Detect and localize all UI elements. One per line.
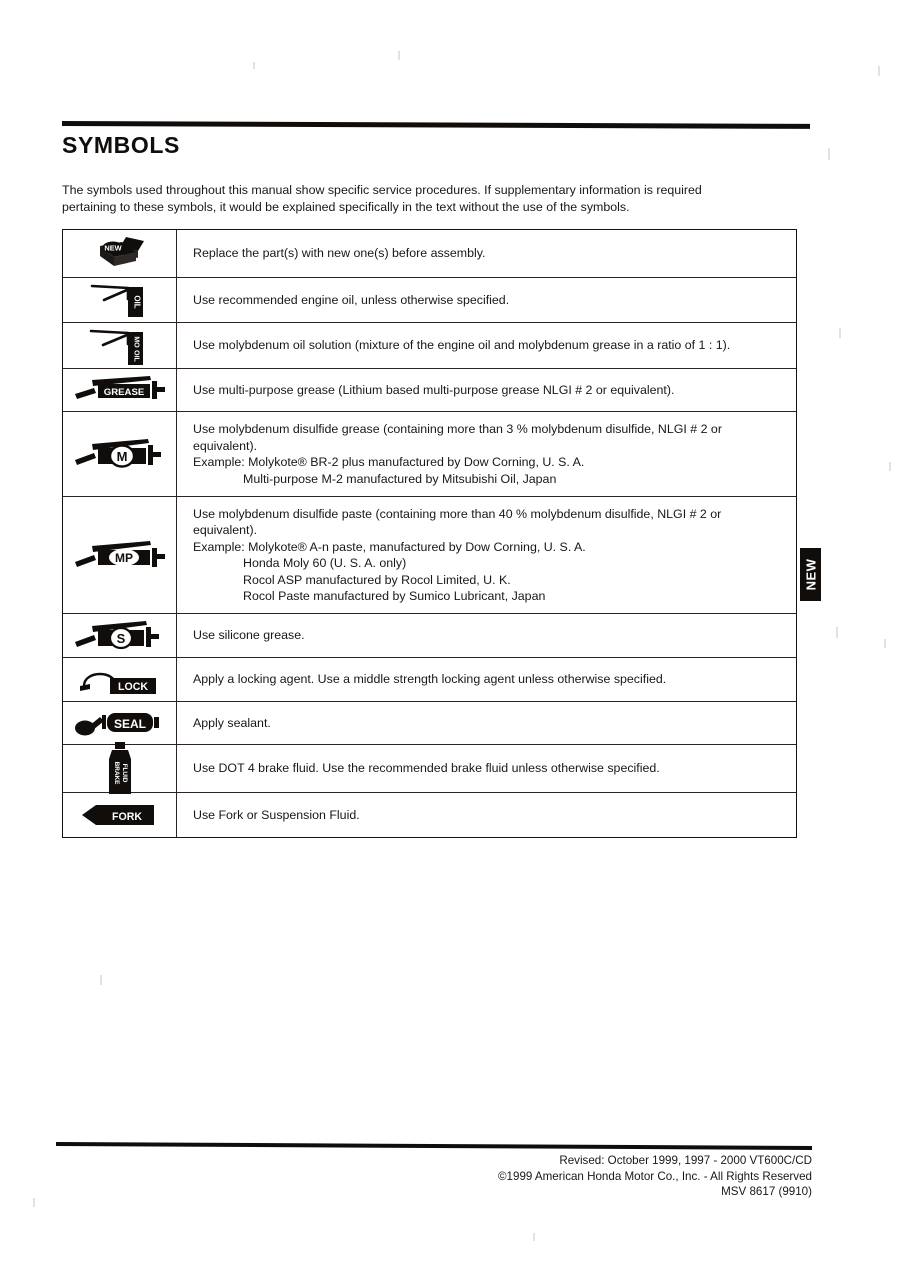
description-line: Example: Molykote® BR-2 plus manufactured by Dow Corning, U. S. A.	[193, 455, 585, 469]
silicone-grease-gun-icon	[72, 618, 168, 654]
fork-fluid-icon	[80, 802, 160, 828]
description-cell	[177, 369, 796, 411]
description-line: equivalent).	[193, 523, 258, 537]
grease-gun-icon	[72, 372, 168, 408]
description-cell	[177, 230, 796, 277]
moly-paste-gun-icon	[72, 537, 168, 573]
description-line: Rocol ASP manufactured by Rocol Limited, U. K.	[243, 572, 511, 587]
symbol-cell	[63, 230, 177, 277]
symbol-cell	[63, 412, 177, 496]
new-section-tab-label: NEW	[803, 558, 818, 591]
table-row	[63, 614, 796, 658]
scan-speck	[889, 462, 891, 471]
footer	[498, 1153, 812, 1200]
symbol-cell	[63, 702, 177, 744]
svg-text:S: S	[116, 630, 125, 646]
symbol-cell	[63, 497, 177, 613]
svg-text:OIL: OIL	[132, 295, 141, 309]
description-line: Apply sealant.	[193, 715, 271, 730]
scan-speck	[100, 975, 102, 985]
description-line: Use multi-purpose grease (Lithium based multi-purpose grease NLGI # 2 or equivalent).	[193, 382, 675, 397]
svg-text:SEAL: SEAL	[113, 717, 146, 731]
footer-copyright: ©1999 American Honda Motor Co., Inc. - All Rights Reserved	[498, 1169, 812, 1183]
symbol-cell	[63, 658, 177, 701]
locking-agent-icon	[76, 662, 164, 698]
svg-text:LOCK: LOCK	[117, 680, 148, 693]
svg-text:MP: MP	[114, 551, 133, 565]
sealant-icon	[74, 708, 166, 738]
description-cell	[177, 702, 796, 744]
symbol-cell	[63, 745, 177, 792]
description-cell	[177, 614, 796, 657]
table-row	[63, 497, 796, 614]
svg-text:MO: MO	[132, 335, 139, 348]
scan-speck	[878, 66, 880, 76]
table-row	[63, 369, 796, 412]
scan-speck	[398, 51, 400, 60]
table-row	[63, 745, 796, 793]
description-cell	[177, 323, 796, 368]
table-row	[63, 702, 796, 745]
oil-can-icon	[88, 277, 152, 323]
description-line: Use molybdenum oil solution (mixture of the engine oil and molybdenum grease in a ratio of 1 : 1).	[193, 338, 731, 353]
new-box-icon	[92, 234, 148, 274]
description-cell	[177, 658, 796, 701]
svg-text:NEW: NEW	[103, 242, 122, 252]
svg-text:M: M	[116, 449, 127, 464]
symbol-cell	[63, 793, 177, 837]
scan-speck	[33, 1198, 35, 1207]
intro-line-2: pertaining to these symbols, it would be explained specifically in the text without the use of the symbols.	[62, 199, 630, 214]
svg-text:FORK: FORK	[111, 811, 142, 823]
footer-msv-code: MSV 8617 (9910)	[721, 1185, 812, 1198]
header-rule	[62, 121, 810, 129]
table-row	[63, 278, 796, 323]
svg-text:BRAKE: BRAKE	[112, 761, 120, 784]
svg-text:GREASE: GREASE	[103, 387, 144, 398]
description-cell	[177, 497, 796, 613]
description-line: Use molybdenum disulfide grease (containing more than 3 % molybdenum disulfide, NLGI # 2 or	[193, 422, 722, 436]
page-title: SYMBOLS	[62, 132, 180, 158]
moly-oil-can-icon	[88, 323, 152, 369]
description-line: Honda Moly 60 (U. S. A. only)	[243, 556, 407, 570]
description-line: equivalent).	[193, 438, 258, 453]
description-line: Multi-purpose M-2 manufactured by Mitsubishi Oil, Japan	[243, 471, 557, 486]
description-line: Replace the part(s) with new one(s) before assembly.	[193, 246, 486, 261]
new-section-tab	[800, 548, 821, 601]
intro-line-1: The symbols used throughout this manual show specific service procedures. If supplementary information is required	[62, 183, 702, 197]
brake-fluid-bottle-icon	[100, 741, 140, 797]
svg-text:FLUID: FLUID	[120, 763, 128, 782]
symbol-cell	[63, 323, 177, 368]
symbol-cell	[63, 278, 177, 322]
table-row	[63, 658, 796, 702]
table-row	[63, 793, 796, 837]
description-cell	[177, 278, 796, 322]
description-line: Example: Molykote® A-n paste, manufactured by Dow Corning, U. S. A.	[193, 539, 586, 554]
intro-paragraph	[62, 182, 814, 215]
scan-speck	[253, 62, 255, 69]
table-row	[63, 412, 796, 497]
description-line: Use molybdenum disulfide paste (containing more than 40 % molybdenum disulfide, NLGI # 2 or	[193, 506, 722, 521]
scan-speck	[884, 639, 886, 648]
footer-rule	[56, 1142, 812, 1150]
description-cell	[177, 745, 796, 792]
scan-speck	[828, 148, 830, 160]
description-line: Use recommended engine oil, unless otherwise specified.	[193, 292, 510, 307]
symbols-table	[62, 229, 797, 838]
description-line: Use silicone grease.	[193, 628, 305, 643]
scan-speck	[839, 328, 841, 338]
svg-text:OIL: OIL	[132, 349, 139, 362]
table-row	[63, 230, 796, 278]
table-row	[63, 323, 796, 369]
symbol-cell	[63, 614, 177, 657]
description-cell	[177, 793, 796, 837]
symbol-cell	[63, 369, 177, 411]
description-line: Rocol Paste manufactured by Sumico Lubricant, Japan	[243, 589, 546, 603]
description-line: Use Fork or Suspension Fluid.	[193, 807, 360, 822]
description-line: Use DOT 4 brake fluid. Use the recommended brake fluid unless otherwise specified.	[193, 761, 660, 776]
description-line: Apply a locking agent. Use a middle strength locking agent unless otherwise specified.	[193, 672, 667, 687]
description-cell	[177, 412, 796, 496]
scan-speck	[836, 627, 838, 638]
moly-grease-gun-icon	[72, 436, 168, 472]
footer-revision: Revised: October 1999, 1997 - 2000 VT600C/CD	[559, 1154, 812, 1167]
scan-speck	[533, 1233, 535, 1241]
